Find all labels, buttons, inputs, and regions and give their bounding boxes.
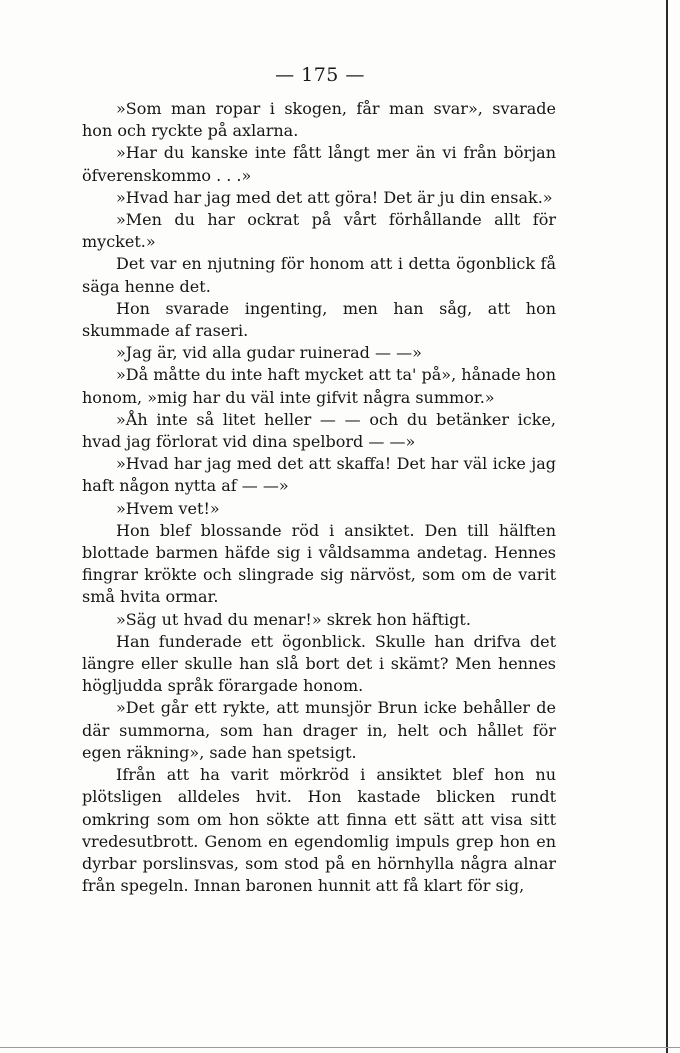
paragraph: »Hvad har jag med det att göra! Det är ju din ensak.» (116, 187, 553, 207)
paragraph: Hon svarade ingenting, men han såg, att hon skummade af raseri. (82, 298, 556, 341)
paragraph: »Då måtte du inte haft mycket att ta' på», hånade hon honom, »mig har du väl inte gifvit några summor.» (82, 365, 556, 407)
paragraph: »Hvad har jag med det att skaffa! Det har väl icke jag haft någon nytta af — —» (82, 454, 556, 496)
paragraph: »Jag är, vid alla gudar ruinerad — —» (116, 343, 422, 363)
paragraph: »Åh inte så litet heller — — och du betänker icke, hvad jag förlorat vid dina spelbord — —» (82, 409, 556, 452)
paragraph: Det var en njutning för honom att i detta ögonblick få säga henne det. (82, 254, 556, 296)
page-bottom-edge (0, 1047, 680, 1048)
body-text (82, 98, 556, 897)
paragraph: Ifrån att ha varit mörkröd i ansiktet blef hon nu plötsligen alldeles hvit. Hon kastade blicken rundt omkring som om hon sökte att finna ett sätt att visa sitt vredesutbrott. Genom en egendomlig impuls grep hon en dyrbar porslinsvas, som stod på en hörnhylla några alnar från spegeln. Innan baronen hunnit att få klart för sig, (82, 765, 556, 896)
paragraph: »Säg ut hvad du menar!» skrek hon häftigt. (116, 609, 471, 629)
paragraph: »Som man ropar i skogen, får man svar», svarade hon och ryckte på axlarna. (82, 99, 556, 141)
paragraph: »Hvem vet!» (116, 498, 220, 518)
paragraph: »Det går ett rykte, att munsjör Brun icke behåller de där summorna, som han drager in, helt och hållet för egen räkning», sade han spetsigt. (82, 698, 556, 762)
page-edge-shadow (666, 0, 668, 1053)
paragraph: »Men du har ockrat på vårt förhållande allt för mycket.» (82, 210, 556, 252)
paragraph: »Har du kanske inte fått långt mer än vi från början öfverenskommo . . .» (82, 143, 556, 185)
paragraph: Han funderade ett ögonblick. Skulle han drifva det längre eller skulle han slå bort det i skämt? Men hennes högljudda språk förargade honom. (82, 631, 556, 696)
page-number: — 175 — (275, 64, 365, 86)
paragraph: Hon blef blossande röd i ansiktet. Den till hälften blottade barmen häfde sig i våldsamma andetag. Hennes fingrar krökte och slingrade sig närvöst, som om de varit små hvita ormar. (82, 520, 556, 607)
